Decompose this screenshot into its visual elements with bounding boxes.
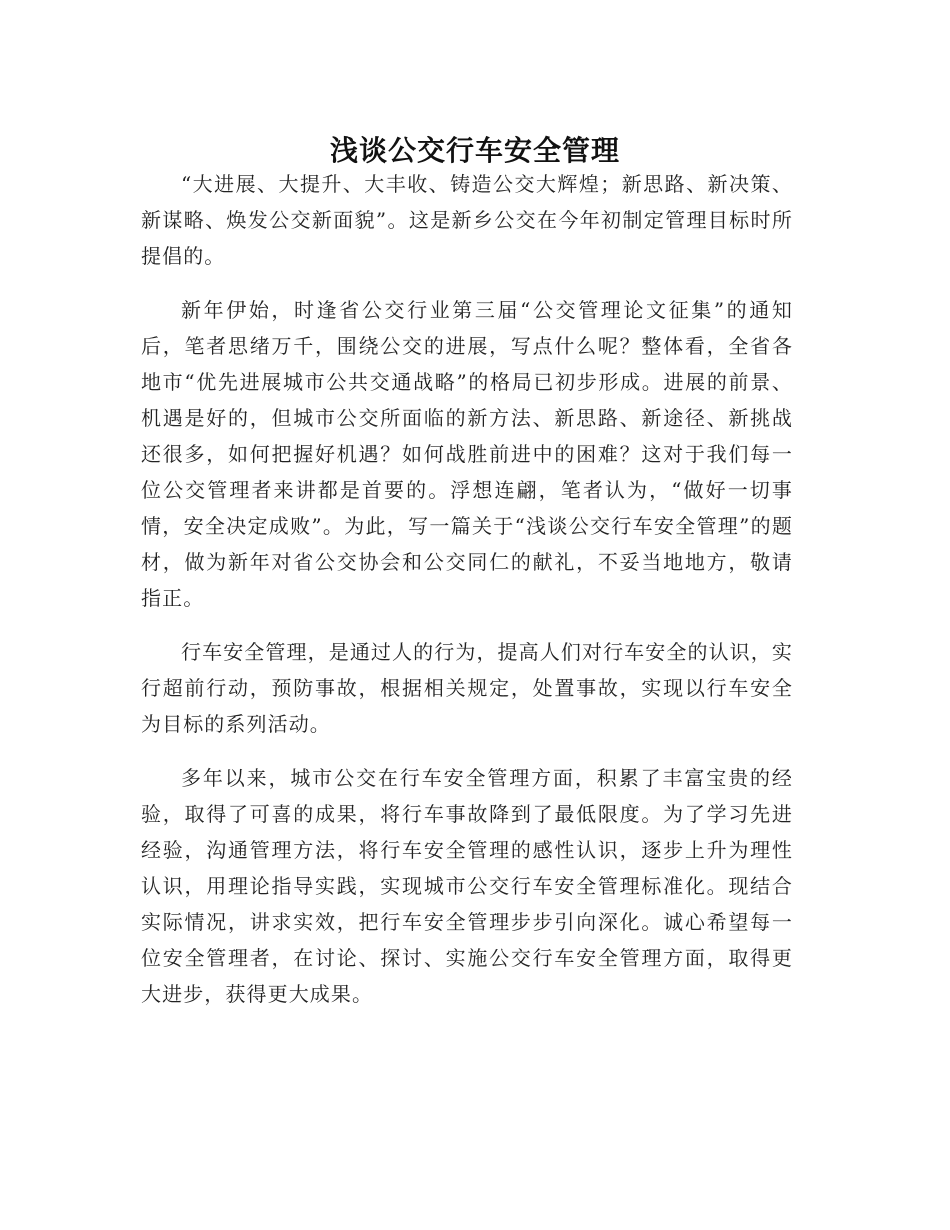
document-title: 浅谈公交行车安全管理 (329, 133, 620, 167)
paragraph-3: 行车安全管理，是通过人的行为，提高人们对行车安全的认识，实行超前行动，预防事故，根据相关规定，处置事故，实现以行车安全为目标的系列活动。 (141, 640, 793, 736)
paragraph-1: “大进展、大提升、大丰收、铸造公交大辉煌；新思路、新决策、新谋略、焕发公交新面貌”。这是新乡公交在今年初制定管理目标时所提倡的。 (141, 172, 793, 268)
paragraph-4: 多年以来，城市公交在行车安全管理方面，积累了丰富宝贵的经验，取得了可喜的成果，将行车事故降到了最低限度。为了学习先进经验，沟通管理方法，将行车安全管理的感性认识，逐步上升为理性认识，用理论指导实践，实现城市公交行车安全管理标准化。现结合实际情况，讲求实效，把行车安全管理步步引向深化。诚心希望每一位安全管理者，在讨论、探讨、实施公交行车安全管理方面，取得更大进步，获得更大成果。 (141, 766, 793, 1006)
paragraph-2: 新年伊始，时逢省公交行业第三届“公交管理论文征集”的通知后，笔者思绪万千，围绕公交的进展，写点什么呢？整体看，全省各地市“优先进展城市公共交通战略”的格局已初步形成。进展的前景、机遇是好的，但城市公交所面临的新方法、新思路、新途径、新挑战还很多，如何把握好机遇？如何战胜前进中的困难？这对于我们每一位公交管理者来讲都是首要的。浮想连翩，笔者认为，“做好一切事情，安全决定成败”。为此，写一篇关于“浅谈公交行车安全管理”的题材，做为新年对省公交协会和公交同仁的献礼，不妥当地地方，敬请指正。 (141, 298, 793, 610)
document-body (141, 166, 793, 1030)
